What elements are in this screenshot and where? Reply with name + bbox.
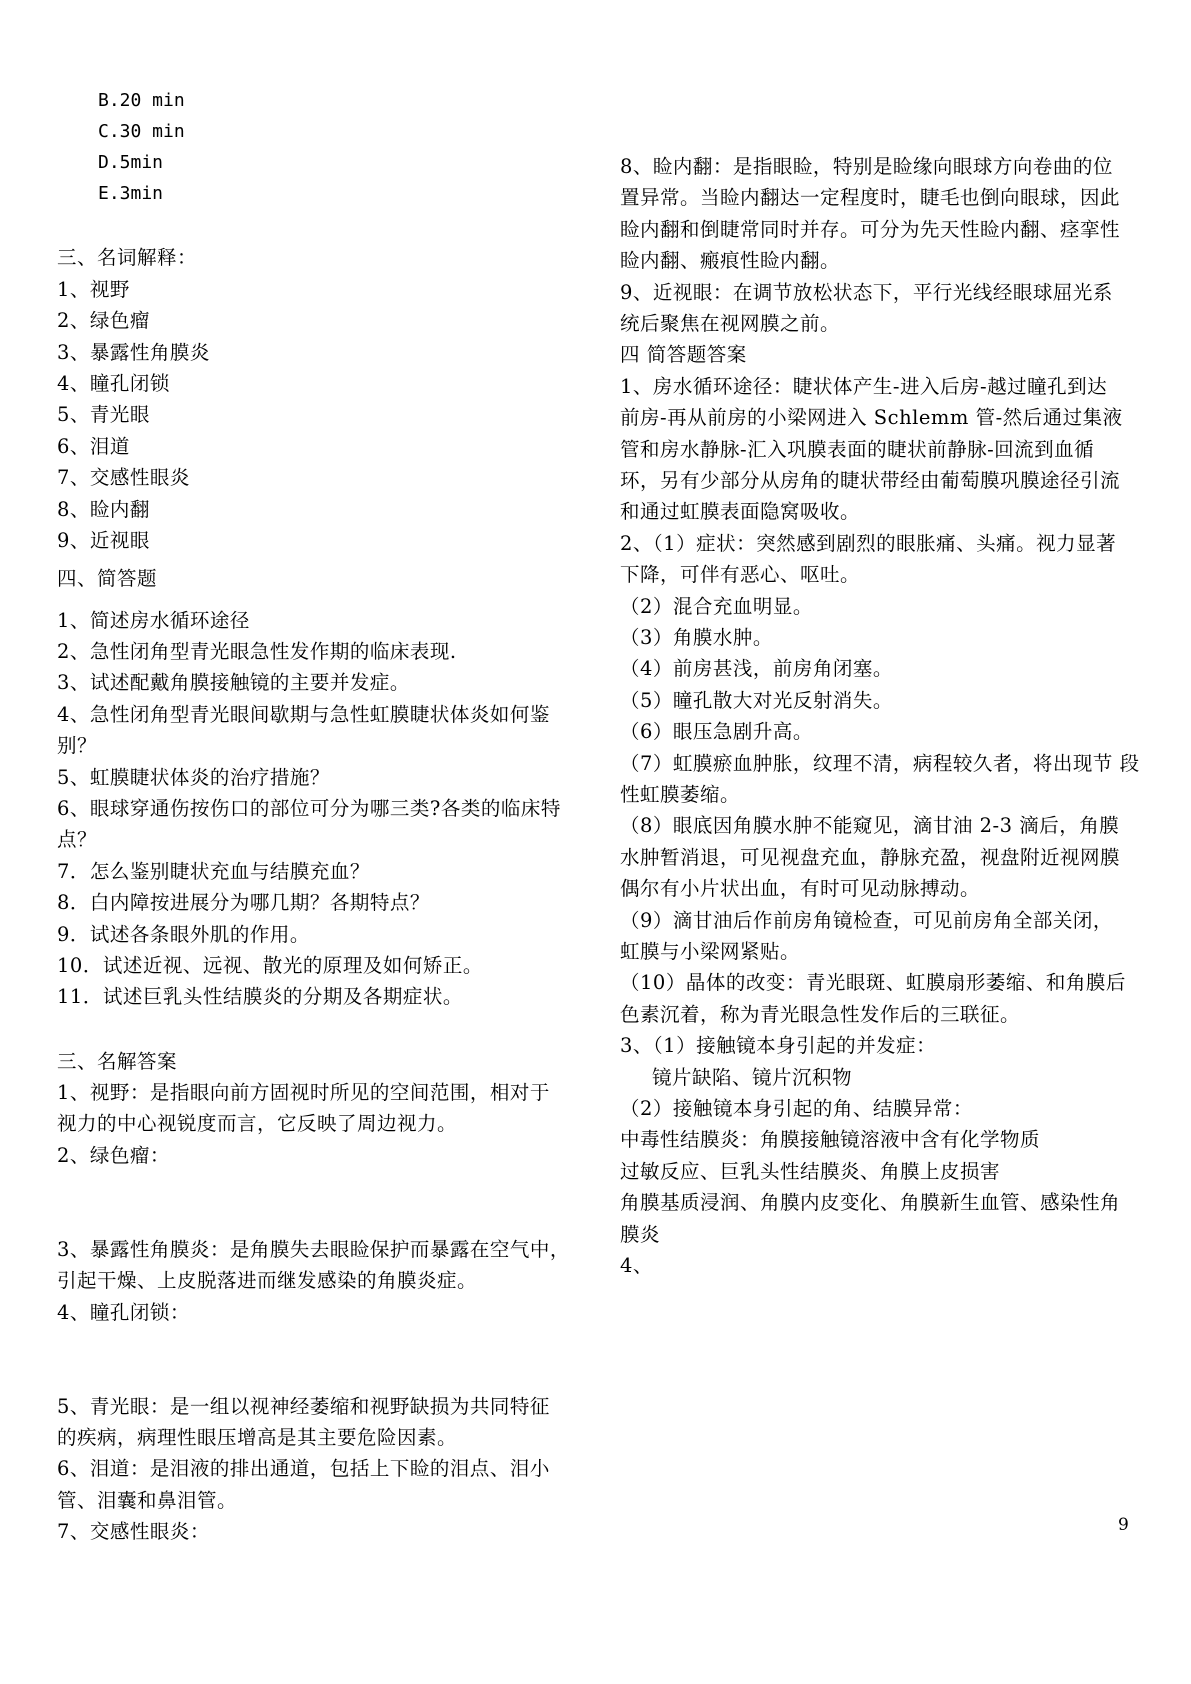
answer-line: 1、视野：是指眼向前方固视时所见的空间范围，相对于 [57,1081,550,1104]
question-item: 1、简述房水循环途径 [57,609,250,632]
answer-line: 偶尔有小片状出血，有时可见动脉搏动。 [620,877,981,900]
term-item: 1、视野 [57,278,130,301]
section-heading: 四 简答题答案 [620,343,747,366]
answer-line: 6、泪道：是泪液的排出通道，包括上下睑的泪点、泪小 [57,1457,550,1480]
term-item: 7、交感性眼炎 [57,466,190,489]
answer-line: （6）眼压急剧升高。 [620,720,813,743]
question-item: 8．白内障按进展分为哪几期？各期特点？ [57,891,430,914]
answer-line: 8、睑内翻：是指眼睑，特别是睑缘向眼球方向卷曲的位 [620,155,1113,178]
answer-line: （9）滴甘油后作前房角镜检查，可见前房角全部关闭， [620,909,1113,932]
answer-line: 2、绿色瘤： [57,1144,170,1167]
section-heading: 三、名词解释： [57,246,198,269]
term-item: 4、瞳孔闭锁 [57,372,170,395]
answer-line: （2）接触镜本身引起的角、结膜异常： [620,1097,973,1120]
question-item: 6、眼球穿通伤按伤口的部位可分为哪三类?各类的临床特 [57,797,561,820]
answer-line: 虹膜与小梁网紧贴。 [620,940,801,963]
answer-line: （7）虹膜瘀血肿胀，纹理不清，病程较久者，将出现节 段 [620,752,1140,775]
answer-line: 视力的中心视锐度而言，它反映了周边视力。 [57,1112,458,1135]
answer-line: （8）眼底因角膜水肿不能窥见，滴甘油 2-3 滴后，角膜 [620,814,1120,837]
question-item: 点？ [57,828,98,851]
question-item: 5、虹膜睫状体炎的治疗措施？ [57,766,330,789]
term-item: 5、青光眼 [57,403,150,426]
page-number: 9 [1118,1515,1129,1535]
question-item: 7．怎么鉴别睫状充血与结膜充血？ [57,860,370,883]
option-b: B.20 min [98,90,185,111]
answer-line: 4、瞳孔闭锁： [57,1301,190,1324]
section-heading: 四、简答题 [57,567,158,590]
answer-line: 引起干燥、上皮脱落进而继发感染的角膜炎症。 [57,1269,478,1292]
answer-line: （3）角膜水肿。 [620,626,773,649]
question-item: 11．试述巨乳头性结膜炎的分期及各期症状。 [57,985,463,1008]
answer-line: 4、 [620,1254,653,1277]
section-heading: 三、名解答案 [57,1050,178,1073]
answer-line: 睑内翻和倒睫常同时并存。可分为先天性睑内翻、痉挛性 [620,218,1121,241]
answer-line: 置异常。当睑内翻达一定程度时，睫毛也倒向眼球，因此 [620,186,1121,209]
answer-line: 统后聚焦在视网膜之前。 [620,312,841,335]
answer-line: 下降，可伴有恶心、呕吐。 [620,563,861,586]
answer-line: 1、房水循环途径：睫状体产生-进入后房-越过瞳孔到达 [620,375,1108,398]
answer-line: 性虹膜萎缩。 [620,783,741,806]
question-item: 9．试述各条眼外肌的作用。 [57,923,310,946]
answer-line: （4）前房甚浅，前房角闭塞。 [620,657,893,680]
answer-line: 管、泪囊和鼻泪管。 [57,1489,238,1512]
answer-line: 角膜基质浸润、角膜内皮变化、角膜新生血管、感染性角 [620,1191,1121,1214]
answer-line: （2）混合充血明显。 [620,595,813,618]
answer-line: 中毒性结膜炎：角膜接触镜溶液中含有化学物质 [620,1128,1041,1151]
answer-line: （10）晶体的改变：青光眼斑、虹膜扇形萎缩、和角膜后 [620,971,1126,994]
question-item: 2、急性闭角型青光眼急性发作期的临床表现. [57,640,457,663]
answer-line: 前房-再从前房的小梁网进入 Schlemm 管-然后通过集液 [620,406,1123,429]
answer-line: 色素沉着，称为青光眼急性发作后的三联征。 [620,1003,1021,1026]
answer-line: 3、暴露性角膜炎：是角膜失去眼睑保护而暴露在空气中， [57,1238,570,1261]
option-d: D.5min [98,152,164,173]
answer-line: 膜炎 [620,1223,661,1246]
answer-line: 2、（1）症状：突然感到剧烈的眼胀痛、头痛。视力显著 [620,532,1117,555]
answer-line: 7、交感性眼炎： [57,1520,210,1543]
answer-line: 9、近视眼：在调节放松状态下，平行光线经眼球屈光系 [620,281,1113,304]
term-item: 3、暴露性角膜炎 [57,341,210,364]
answer-line: 的疾病，病理性眼压增高是其主要危险因素。 [57,1426,458,1449]
answer-line: 过敏反应、巨乳头性结膜炎、角膜上皮损害 [620,1160,1001,1183]
answer-line: 睑内翻、瘢痕性睑内翻。 [620,249,841,272]
question-item: 4、急性闭角型青光眼间歇期与急性虹膜睫状体炎如何鉴 [57,703,550,726]
term-item: 8、睑内翻 [57,498,150,521]
answer-line: 和通过虹膜表面隐窝吸收。 [620,500,861,523]
answer-line: 5、青光眼：是一组以视神经萎缩和视野缺损为共同特征 [57,1395,550,1418]
answer-line: （5）瞳孔散大对光反射消失。 [620,689,893,712]
term-item: 6、泪道 [57,435,130,458]
question-item: 10．试述近视、远视、散光的原理及如何矫正。 [57,954,483,977]
term-item: 9、近视眼 [57,529,150,552]
answer-line: 水肿暂消退，可见视盘充血，静脉充盈，视盘附近视网膜 [620,846,1121,869]
answer-line: 管和房水静脉-汇入巩膜表面的睫状前静脉-回流到血循 [620,438,1095,461]
option-c: C.30 min [98,121,185,142]
option-e: E.3min [98,183,164,204]
question-item: 3、试述配戴角膜接触镜的主要并发症。 [57,671,410,694]
answer-line: 3、（1）接触镜本身引起的并发症： [620,1034,937,1057]
term-item: 2、绿色瘤 [57,309,150,332]
answer-line: 环，另有少部分从房角的睫状带经由葡萄膜巩膜途径引流 [620,469,1121,492]
answer-line: 镜片缺陷、镜片沉积物 [652,1066,853,1089]
question-item: 别？ [57,734,98,757]
